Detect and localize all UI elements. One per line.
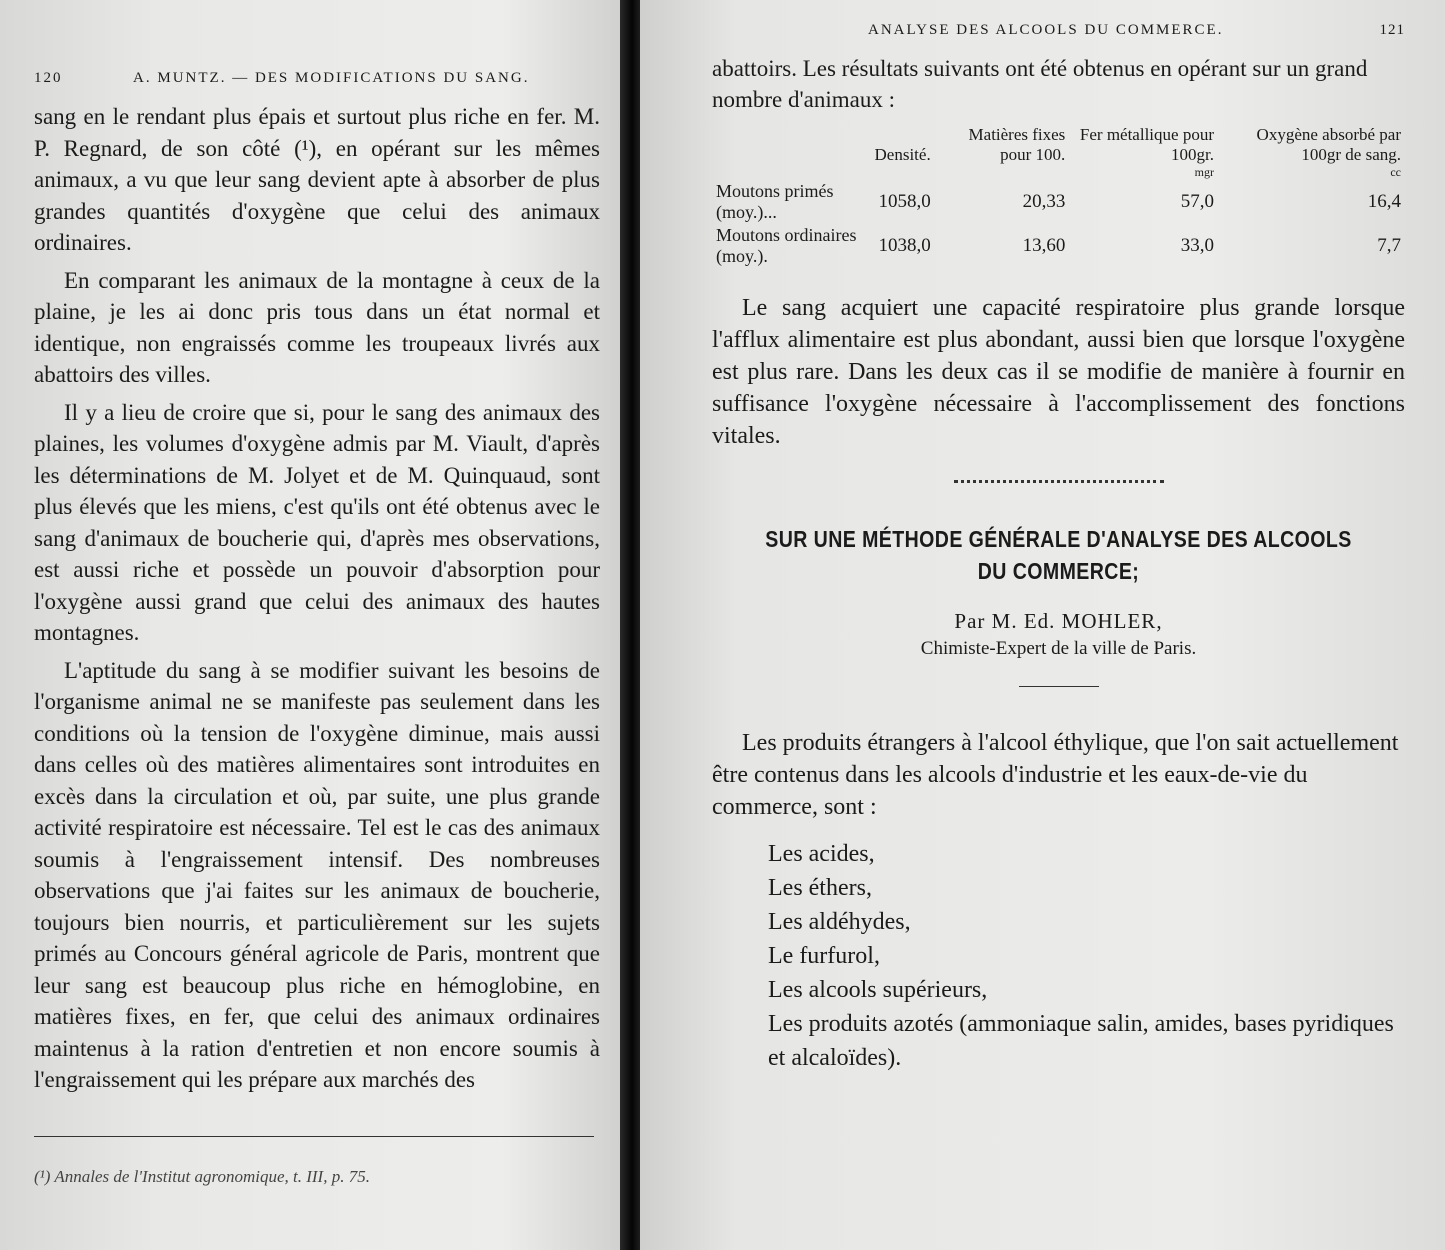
table-cell: 1038,0 (878, 235, 931, 256)
right-page-number: 121 (1379, 22, 1405, 38)
dotted-separator (954, 480, 1164, 483)
table-cell: 33,0 (1180, 235, 1214, 256)
left-paragraph-4: L'aptitude du sang à se modifier suivant les besoins de l'organisme animal ne se manifeste pas seulement dans les conditions où la tension de l'oxygène diminue, mais aussi dans celles où des matières alimentaires sont introduites en excès dans la circulation et où, par suite, une plus grande activité respiratoire est nécessaire. Tel est le cas des animaux soumis à l'engraissement intensif. Des nombreuses observations que j'ai faites sur les animaux de boucherie, toujours bien nourris, et particulièrement sur les sujets primés au Concours général agricole de Paris, montrent que leur sang est beaucoup plus riche en hémoglobine, en matières fixes, en fer, que celui des animaux ordinaires maintenus à la ration d'entretien et non encore soumis à l'engraissement qui les prépare aux marchés des (34, 657, 600, 1092)
right-page (640, 0, 1445, 1250)
table-cell: 7,7 (1377, 235, 1401, 256)
table-header: Densité. (874, 145, 931, 164)
footnote: (¹) Annales de l'Institut agronomique, t. III, p. 75. (34, 1166, 370, 1186)
list-item: Les produits azotés (ammoniaque salin, amides, bases pyridiques et alcaloïdes). (768, 1011, 1394, 1071)
table-unit: cc (1390, 165, 1401, 179)
right-running-title: ANALYSE DES ALCOOLS DU COMMERCE. (868, 22, 1224, 38)
table-row-label: Moutons ordinaires (moy.). (716, 225, 857, 266)
left-paragraph-2: En comparant les animaux de la montagne à ceux de la plaine, je les ai donc pris tous dans un état normal et identique, non engraissés comme les troupeaux livrés aux abattoirs des villes. (34, 267, 600, 387)
table-row (712, 224, 1405, 268)
left-running-head (34, 70, 600, 87)
article-title-line-1: SUR UNE MÉTHODE GÉNÉRALE D'ANALYSE DES ALCOOLS (765, 526, 1352, 552)
table-header: Fer métallique pour 100gr. (1079, 125, 1214, 164)
list-item: Les acides, (768, 841, 875, 867)
results-table (712, 125, 1405, 268)
table-unit (712, 165, 871, 180)
table-cell: 20,33 (1022, 191, 1066, 212)
product-list (712, 837, 1405, 1075)
table-cell: 13,60 (1022, 235, 1066, 256)
right-running-head (712, 22, 1405, 39)
list-item: Les aldéhydes, (768, 909, 911, 935)
list-item: Les éthers, (768, 875, 872, 901)
left-page-number: 120 (34, 70, 63, 86)
table-unit (935, 165, 1070, 180)
table-row (712, 180, 1405, 224)
left-paragraph-1: sang en le rendant plus épais et surtout plus riche en fer. M. P. Regnard, de son côté (¹), en opérant sur les mêmes animaux, a vu que leur sang devient apte à absorber de plus grandes quantités d'oxygène que celui des animaux ordinaires. (34, 104, 600, 255)
table-cell: 57,0 (1180, 191, 1214, 212)
table-units-row (712, 165, 1405, 180)
left-running-title: A. MUNTZ. — DES MODIFICATIONS DU SANG. (133, 70, 530, 86)
table-header-row (712, 125, 1405, 165)
short-rule (1019, 686, 1099, 687)
list-item: Les alcools supérieurs, (768, 977, 988, 1003)
left-paragraph-3: Il y a lieu de croire que si, pour le sang des animaux des plaines, les volumes d'oxygène admis par M. Viault, d'après les déterminations de M. Jolyet et de M. Quinquaud, sont plus élevés que les miens, c'est qu'ils ont été obtenus avec le sang d'animaux de boucherie qui, d'après mes observations, est aussi riche et possède un pouvoir d'absorption pour l'oxygène aussi grand que celui des animaux des hautes montagnes. (34, 399, 600, 645)
left-page (0, 0, 628, 1250)
table-row-label: Moutons primés (moy.)... (716, 181, 834, 222)
article-title-line-2: DU COMMERCE; (977, 558, 1140, 584)
intro-paragraph: abattoirs. Les résultats suivants ont été obtenus en opérant sur un grand nombre d'animaux : (712, 56, 1368, 112)
table-header: Matières fixes pour 100. (968, 125, 1066, 164)
conclusion-paragraph: Le sang acquiert une capacité respiratoire plus grande lorsque l'afflux alimentaire est plus abondant, aussi bien que lorsque l'oxygène est plus rare. Dans les deux cas il se modifie de manière à fournir en suffisance l'oxygène nécessaire à l'accomplissement des fonctions vitales. (712, 295, 1405, 449)
author-role: Chimiste-Expert de la ville de Paris. (920, 638, 1197, 659)
table-header (712, 125, 871, 165)
table-header: Oxygène absorbé par 100gr de sang. (1256, 125, 1401, 164)
table-cell: 1058,0 (878, 191, 931, 212)
table-cell: 16,4 (1367, 191, 1401, 212)
table-unit (871, 165, 935, 180)
footnote-rule (34, 1136, 594, 1137)
table-unit: mgr (1194, 165, 1214, 179)
article-body: Les produits étrangers à l'alcool éthylique, que l'on sait actuellement être contenus dans les alcools d'industrie et les eaux-de-vie du commerce, sont : (712, 730, 1399, 820)
list-item: Le furfurol, (768, 943, 880, 969)
article-author: Par M. Ed. MOHLER, (954, 609, 1163, 633)
